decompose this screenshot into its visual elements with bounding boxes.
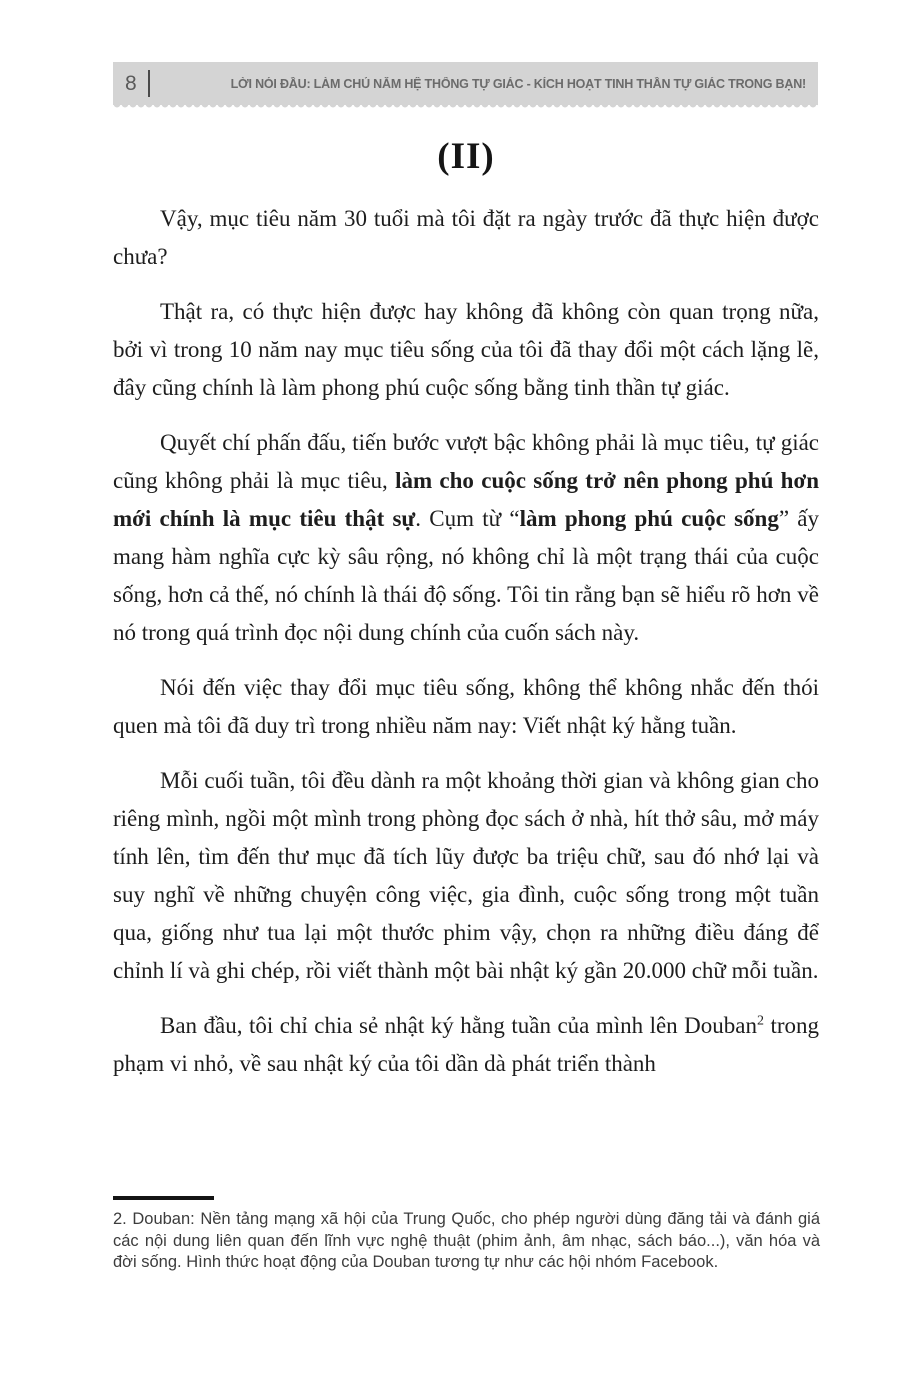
paragraph: Ban đầu, tôi chỉ chia sẻ nhật ký hằng tuần của mình lên Douban$^2$ trong phạm vi nhỏ, về sau nhật ký của tôi dần dà phát triển thành xyxy=(113,1013,819,1076)
section-heading: (II) xyxy=(437,136,495,177)
paragraph: Mỗi cuối tuần, tôi đều dành ra một khoảng thời gian và không gian cho riêng mình, ngồi một mình trong phòng đọc sách ở nhà, hít thở sâu, mở máy tính lên, tìm đến thư mục đã tích lũy được ba triệu chữ, sau đó nhớ lại và suy nghĩ về những chuyện công việc, gia đình, cuộc sống trong một tuần qua, giống như tua lại một thước phim vậy, chọn ra những điều đáng để chỉnh lí và ghi chép, rồi viết thành một bài nhật ký gần 20.000 chữ mỗi tuần. xyxy=(113,768,819,983)
running-title: LỜI NÓI ĐẦU: LÀM CHỦ NĂM HỆ THỐNG TỰ GIÁC - KÍCH HOẠT TINH THẦN TỰ GIÁC TRONG BẠN! xyxy=(230,76,806,91)
paragraphs-container xyxy=(113,200,819,1083)
paragraph: Quyết chí phấn đấu, tiến bước vượt bậc không phải là mục tiêu, tự giác cũng không phải là mục tiêu, làm cho cuộc sống trở nên phong phú hơn mới chính là mục tiêu thật sự. Cụm từ “làm phong phú cuộc sống” ấy mang hàm nghĩa cực kỳ sâu rộng, nó không chỉ là một trạng thái của cuộc sống, hơn cả thế, nó chính là thái độ sống. Tôi tin rằng bạn sẽ hiểu rõ hơn về nó trong quá trình đọc nội dung chính của cuốn sách này. xyxy=(113,430,819,645)
footnote-text: 2. Douban: Nền tảng mạng xã hội của Trung Quốc, cho phép người dùng đăng tải và đánh giá các nội dung liên quan đến lĩnh vực nghệ thuật (phim ảnh, âm nhạc, sách báo...), văn hóa và đời sống. Hình thức hoạt động của Douban tương tự như các hội nhóm Facebook. xyxy=(113,1210,820,1271)
footnote xyxy=(113,1196,820,1274)
paragraph: Vậy, mục tiêu năm 30 tuổi mà tôi đặt ra ngày trước đã thực hiện được chưa? xyxy=(113,206,819,269)
page-content xyxy=(113,105,819,1100)
footnote-reference: 2 xyxy=(756,1013,764,1029)
page-number-group xyxy=(113,70,150,97)
page-number: 8 xyxy=(125,71,137,95)
footnote-divider xyxy=(113,1196,214,1200)
running-header xyxy=(113,62,818,105)
paragraph: Thật ra, có thực hiện được hay không đã không còn quan trọng nữa, bởi vì trong 10 năm nay mục tiêu sống của tôi đã thay đổi một cách lặng lẽ, đây cũng chính là làm phong phú cuộc sống bằng tinh thần tự giác. xyxy=(113,299,819,400)
paragraph: Nói đến việc thay đổi mục tiêu sống, không thể không nhắc đến thói quen mà tôi đã duy trì trong nhiều năm nay: Viết nhật ký hằng tuần. xyxy=(113,675,819,738)
